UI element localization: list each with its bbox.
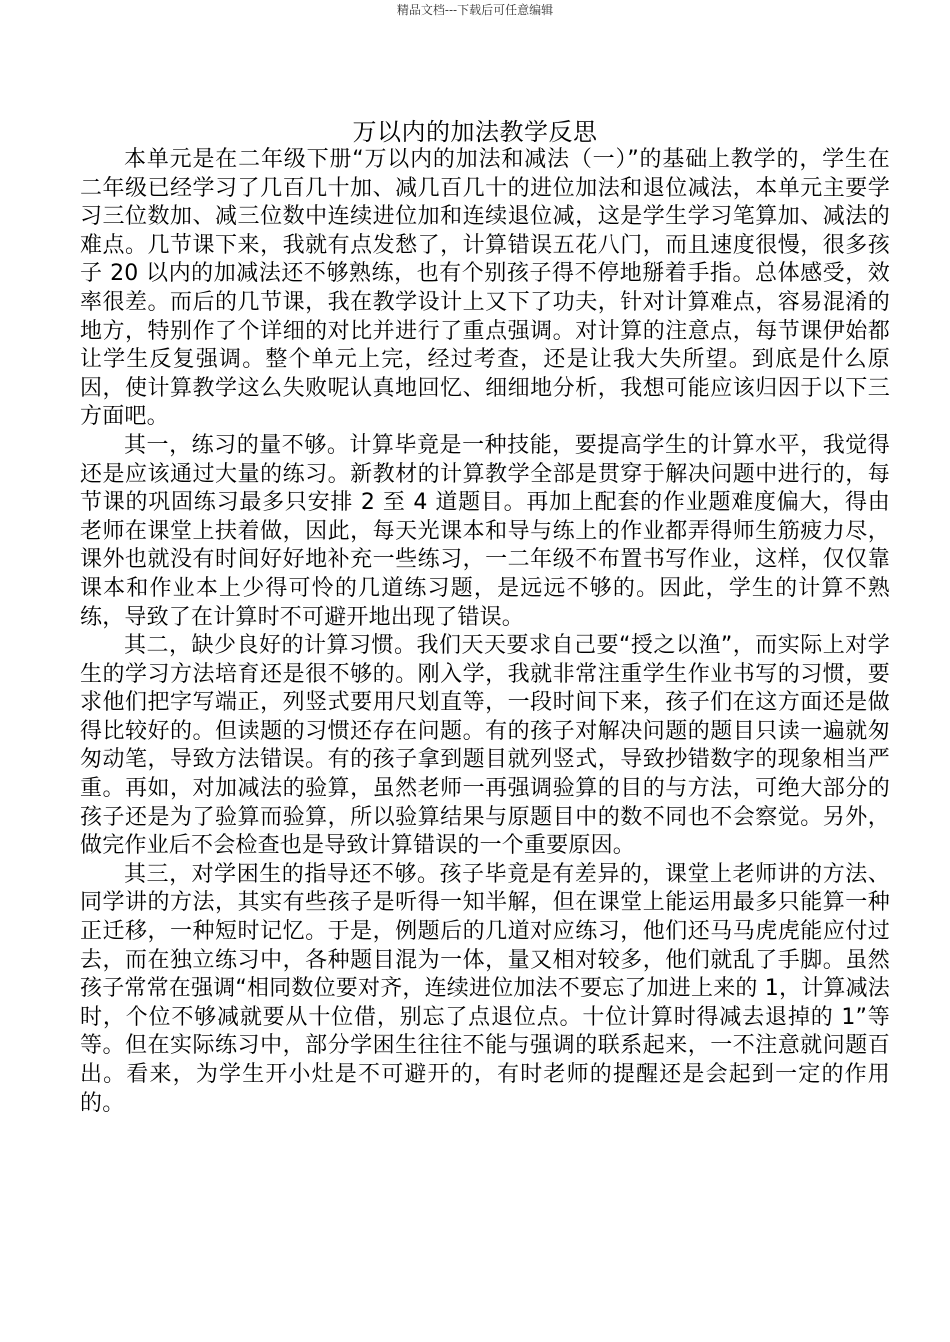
paragraph-point-two: 其二，缺少良好的计算习惯。我们天天要求自己要“授之以渔”，而实际上对学生的学习方法培育还是很不够的。刚入学，我就非常注重学生作业书写的习惯，要求他们把字写端正，列竖式要用尺划直等，一段时间下来，孩子们在这方面还是做得比较好的。但读题的习惯还存在问题。有的孩子对解决问题的题目只读一遍就匆匆动笔，导致方法错误。有的孩子拿到题目就列竖式，导致抄错数字的现象相当严重。再如，对加减法的验算，虽然老师一再强调验算的目的与方法，可绝大部分的孩子还是为了验算而验算，所以验算结果与原题目中的数不同也不会察觉。另外，做完作业后不会检查也是导致计算错误的一个重要原因。	[80, 633, 890, 859]
page-header: 精品文档---下载后可任意编辑	[396, 3, 554, 17]
paragraph-point-three: 其三，对学困生的指导还不够。孩子毕竟是有差异的，课堂上老师讲的方法、同学讲的方法，其实有些孩子是听得一知半解，但在课堂上能运用最多只能算一种正迁移，一种短时记忆。于是，例题后的几道对应练习，他们还马马虎虎能应付过去，而在独立练习中，各种题目混为一体，量又相对较多，他们就乱了手脚。虽然孩子常常在强调“相同数位要对齐，连续进位加法不要忘了加进上来的 1，计算减法时，个位不够减就要从十位借，别忘了点退位点。十位计算时得减去退掉的 1”等等。但在实际练习中，部分学困生往往不能与强调的联系起来，一不注意就问题百出。看来，为学生开小灶是不可避开的，有时老师的提醒还是会起到一定的作用的。	[80, 861, 890, 1116]
document-body	[80, 146, 890, 1118]
document-title: 万以内的加法教学反思	[352, 118, 598, 146]
paragraph-point-one: 其一，练习的量不够。计算毕竟是一种技能，要提高学生的计算水平，我觉得还是应该通过大量的练习。新教材的计算教学全部是贯穿于解决问题中进行的，每节课的巩固练习最多只安排 2 至 4 道题目。再加上配套的作业题难度偏大，得由老师在课堂上扶着做，因此，每天光课本和导与练上的作业都弄得师生筋疲力尽，课外也就没有时间好好地补充一些练习，一二年级不布置书写作业，这样，仅仅靠课本和作业本上少得可怜的几道练习题，是远远不够的。因此，学生的计算不熟练，导致了在计算时不可避开地出现了错误。	[80, 432, 890, 630]
paragraph-intro: 本单元是在二年级下册“万以内的加法和减法（一）”的基础上教学的，学生在二年级已经学习了几百几十加、减几百几十的进位加法和退位减法，本单元主要学习三位数加、减三位数中连续进位加和连续退位减，这是学生学习笔算加、减法的难点。几节课下来，我就有点发愁了，计算错误五花八门，而且速度很慢，很多孩子 20 以内的加减法还不够熟练，也有个别孩子得不停地掰着手指。总体感受，效率很差。而后的几节课，我在教学设计上又下了功夫，针对计算难点，容易混淆的地方，特别作了个详细的对比并进行了重点强调。对计算的注意点，每节课伊始都让学生反复强调。整个单元上完，经过考查，还是让我大失所望。到底是什么原因，使计算教学这么失败呢认真地回忆、细细地分析，我想可能应该归因于以下三方面吧。	[80, 147, 890, 430]
